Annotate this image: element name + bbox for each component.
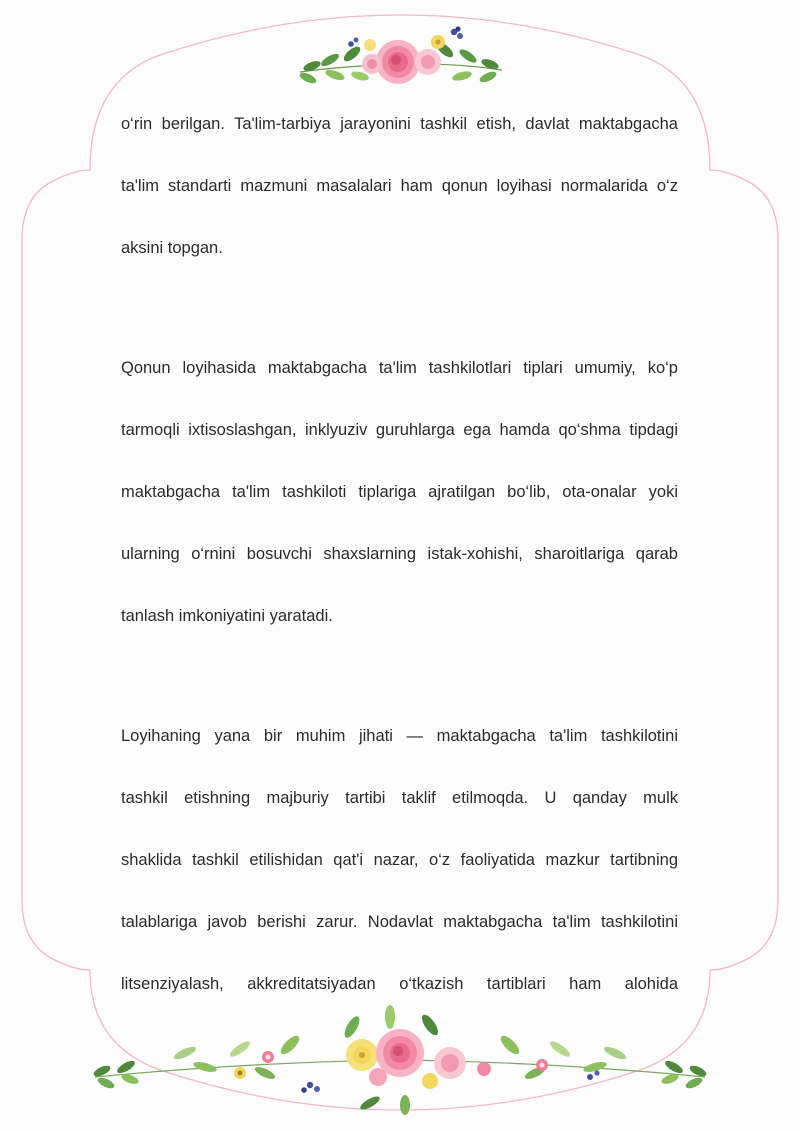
document-body: [121, 93, 678, 1015]
paragraph: [121, 337, 678, 647]
text-line: tashkil etishning majburiy tartibi taklif etilmoqda. U qanday mulk: [121, 789, 678, 807]
paragraph: [121, 93, 678, 279]
text-line: tanlash imkoniyatini yaratadi.: [121, 607, 333, 625]
bottom-floral-decoration: [90, 1005, 710, 1120]
text-line: ularning o‘rnini bosuvchi shaxslarning istak-xohishi, sharoitlariga qarab: [121, 545, 678, 563]
text-line: Qonun loyihasida maktabgacha ta'lim tashkilotlari tiplari umumiy, ko‘p: [121, 359, 678, 377]
text-line: litsenziyalash, akkreditatsiyadan o‘tkazish tartiblari ham alohida: [121, 975, 678, 993]
text-line: talablariga javob berishi zarur. Nodavlat maktabgacha ta'lim tashkilotini: [121, 913, 678, 931]
text-line: ta'lim standarti mazmuni masalalari ham qonun loyihasi normalarida o‘z: [121, 177, 678, 195]
text-line: Loyihaning yana bir muhim jihati — maktabgacha ta'lim tashkilotini: [121, 727, 678, 745]
text-line: tarmoqli ixtisoslashgan, inklyuziv guruhlarga ega hamda qo‘shma tipdagi: [121, 421, 678, 439]
text-line: shaklida tashkil etilishidan qat'i nazar, o‘z faoliyatida mazkur tartibning: [121, 851, 678, 869]
text-line: maktabgacha ta'lim tashkiloti tiplariga ajratilgan bo‘lib, ota-onalar yoki: [121, 483, 678, 501]
text-line: o‘rin berilgan. Ta'lim-tarbiya jarayonini tashkil etish, davlat maktabgacha: [121, 115, 678, 133]
leaf-branch-left-icon: [92, 1033, 390, 1090]
top-floral-decoration: [290, 20, 510, 95]
text-line: aksini topgan.: [121, 239, 223, 257]
paragraph: [121, 705, 678, 1015]
